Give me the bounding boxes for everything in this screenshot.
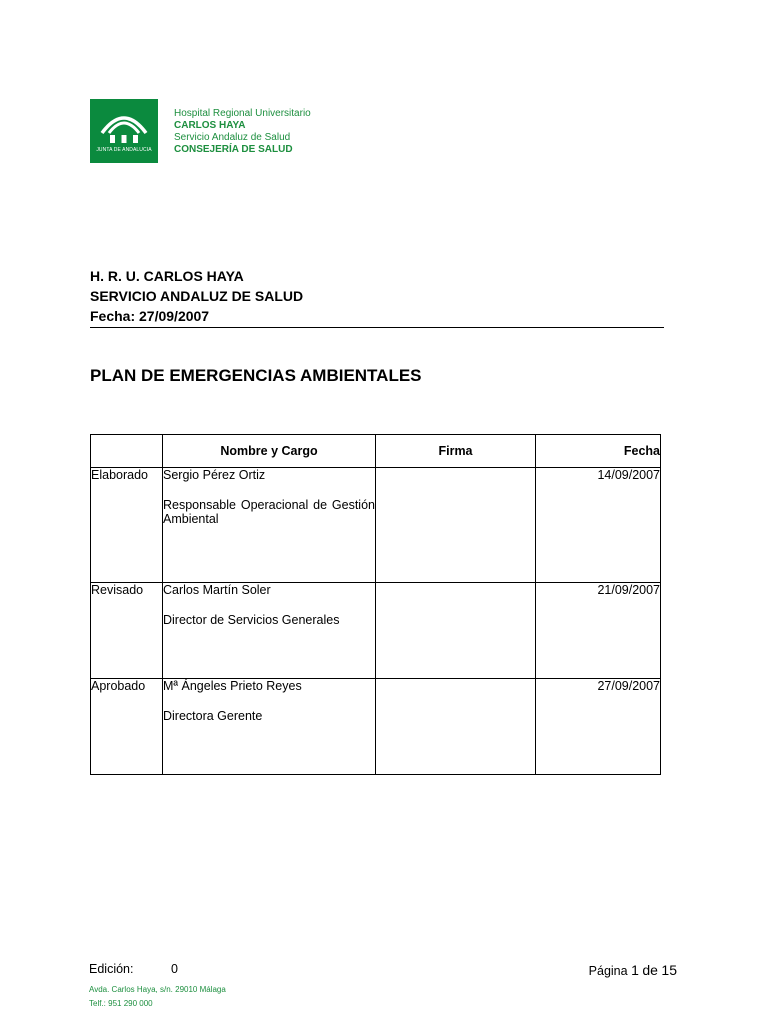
stage-cell: Aprobado [91,679,163,775]
approval-table [90,434,661,775]
page-current: 1 [631,962,639,978]
date-cell: 21/09/2007 [536,583,661,679]
header-nombre-cargo: Nombre y Cargo [163,435,376,468]
footer-address: Avda. Carlos Haya, s/n. 29010 Málaga [89,985,226,994]
junta-andalucia-logo [90,99,158,163]
stage-cell: Revisado [91,583,163,679]
hospital-line-4: CONSEJERÍA DE SALUD [174,144,293,155]
header-date: Fecha: 27/09/2007 [90,308,210,324]
edition-info [89,962,178,976]
hospital-line-2: CARLOS HAYA [174,120,246,131]
footer-address-block [89,983,226,1011]
table-row [91,468,661,583]
document-header [90,266,303,326]
table-row [91,679,661,775]
date-cell: 14/09/2007 [536,468,661,583]
header-firma: Firma [376,435,536,468]
date-cell: 27/09/2007 [536,679,661,775]
person-role: Director de Servicios Generales [163,613,340,627]
stage-cell: Elaborado [91,468,163,583]
page-total: 15 [661,962,677,978]
page-separator: de [642,962,658,978]
person-role: Responsable Operacional de Gestión Ambiental [163,498,375,526]
page-number [589,962,677,978]
page-prefix: Página [588,964,628,978]
person-name: Carlos Martín Soler [163,583,271,597]
person-name: Sergio Pérez Ortiz [163,468,266,482]
edition-value: 0 [171,962,178,976]
edition-label: Edición: [89,962,134,976]
logo-caption: JUNTA DE ANDALUCIA [96,147,152,153]
signature-cell [376,583,536,679]
person-name: Mª Ángeles Prieto Reyes [163,679,302,693]
header-stage [91,435,163,468]
signature-cell [376,679,536,775]
header-fecha: Fecha [536,435,661,468]
header-divider [90,327,664,328]
table-header-row [91,435,661,468]
person-role: Directora Gerente [163,709,263,723]
hospital-line-1: Hospital Regional Universitario [174,108,311,119]
hospital-name-block [174,108,311,156]
nombre-cargo-cell [163,468,376,583]
nombre-cargo-cell [163,679,376,775]
footer-phone: Telf.: 951 290 000 [89,999,153,1008]
header-service: SERVICIO ANDALUZ DE SALUD [90,288,304,304]
document-title: PLAN DE EMERGENCIAS AMBIENTALES [90,366,422,385]
header-hospital: H. R. U. CARLOS HAYA [90,268,244,284]
hospital-line-3: Servicio Andaluz de Salud [174,132,291,143]
logo-emblem-icon [90,99,158,163]
nombre-cargo-cell [163,583,376,679]
table-row [91,583,661,679]
signature-cell [376,468,536,583]
